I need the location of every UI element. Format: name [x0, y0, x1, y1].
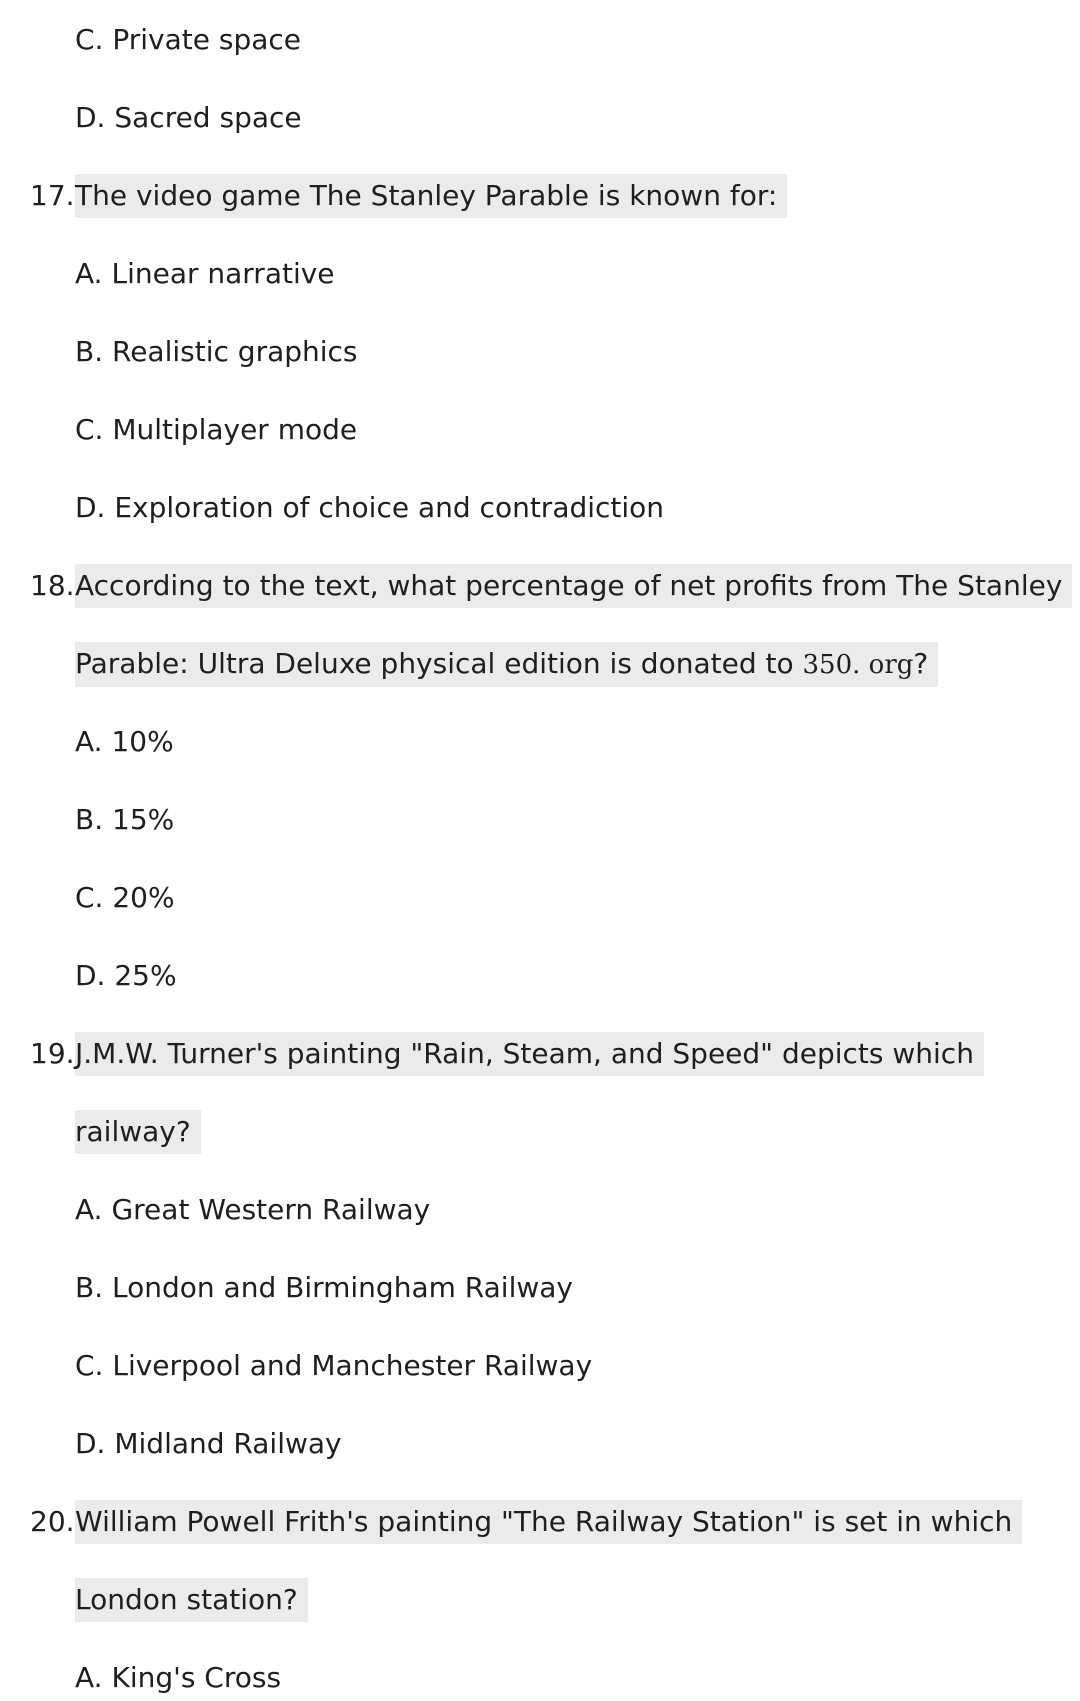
question-number: 17. — [30, 179, 75, 212]
question-text-line-2: London station? — [75, 1578, 308, 1622]
question-number: 18. — [30, 569, 75, 602]
option-c: C. Private space — [75, 23, 302, 56]
question-text-line-2: railway? — [75, 1110, 201, 1154]
option-a: A. Great Western Railway — [75, 1193, 431, 1226]
option-a: A. King's Cross — [75, 1661, 282, 1694]
question-20-continued — [0, 1578, 1080, 1622]
question-text-line-2 — [75, 642, 938, 687]
option-d: D. 25% — [75, 959, 177, 992]
option-a: A. 10% — [75, 725, 174, 758]
question-number: 20. — [30, 1505, 75, 1538]
option-c: C. 20% — [75, 881, 175, 914]
question-18 — [0, 564, 1080, 608]
question-text-prefix: Parable: Ultra Deluxe physical edition is donated to — [75, 647, 803, 680]
option-c: C. Multiplayer mode — [75, 413, 358, 446]
option-d: D. Exploration of choice and contradiction — [75, 491, 665, 524]
website-name: 350. org — [802, 650, 914, 680]
option-c: C. Liverpool and Manchester Railway — [75, 1349, 593, 1382]
option-a: A. Linear narrative — [75, 257, 335, 290]
question-19-continued — [0, 1110, 1080, 1154]
question-text-line-1: According to the text, what percentage of net profits from The Stanley — [75, 564, 1072, 608]
question-number: 19. — [30, 1037, 75, 1070]
question-text: The video game The Stanley Parable is known for: — [75, 174, 787, 218]
option-b: B. 15% — [75, 803, 175, 836]
question-text-line-1: William Powell Frith's painting "The Railway Station" is set in which — [75, 1500, 1022, 1544]
question-18-continued — [0, 642, 1080, 686]
option-b: B. Realistic graphics — [75, 335, 358, 368]
question-17 — [0, 174, 1080, 218]
question-mark: ? — [913, 647, 929, 680]
question-20 — [0, 1500, 1080, 1544]
option-b: B. London and Birmingham Railway — [75, 1271, 573, 1304]
option-d: D. Sacred space — [75, 101, 302, 134]
option-d: D. Midland Railway — [75, 1427, 342, 1460]
question-text-line-1: J.M.W. Turner's painting "Rain, Steam, and Speed" depicts which — [75, 1032, 984, 1076]
question-19 — [0, 1032, 1080, 1076]
